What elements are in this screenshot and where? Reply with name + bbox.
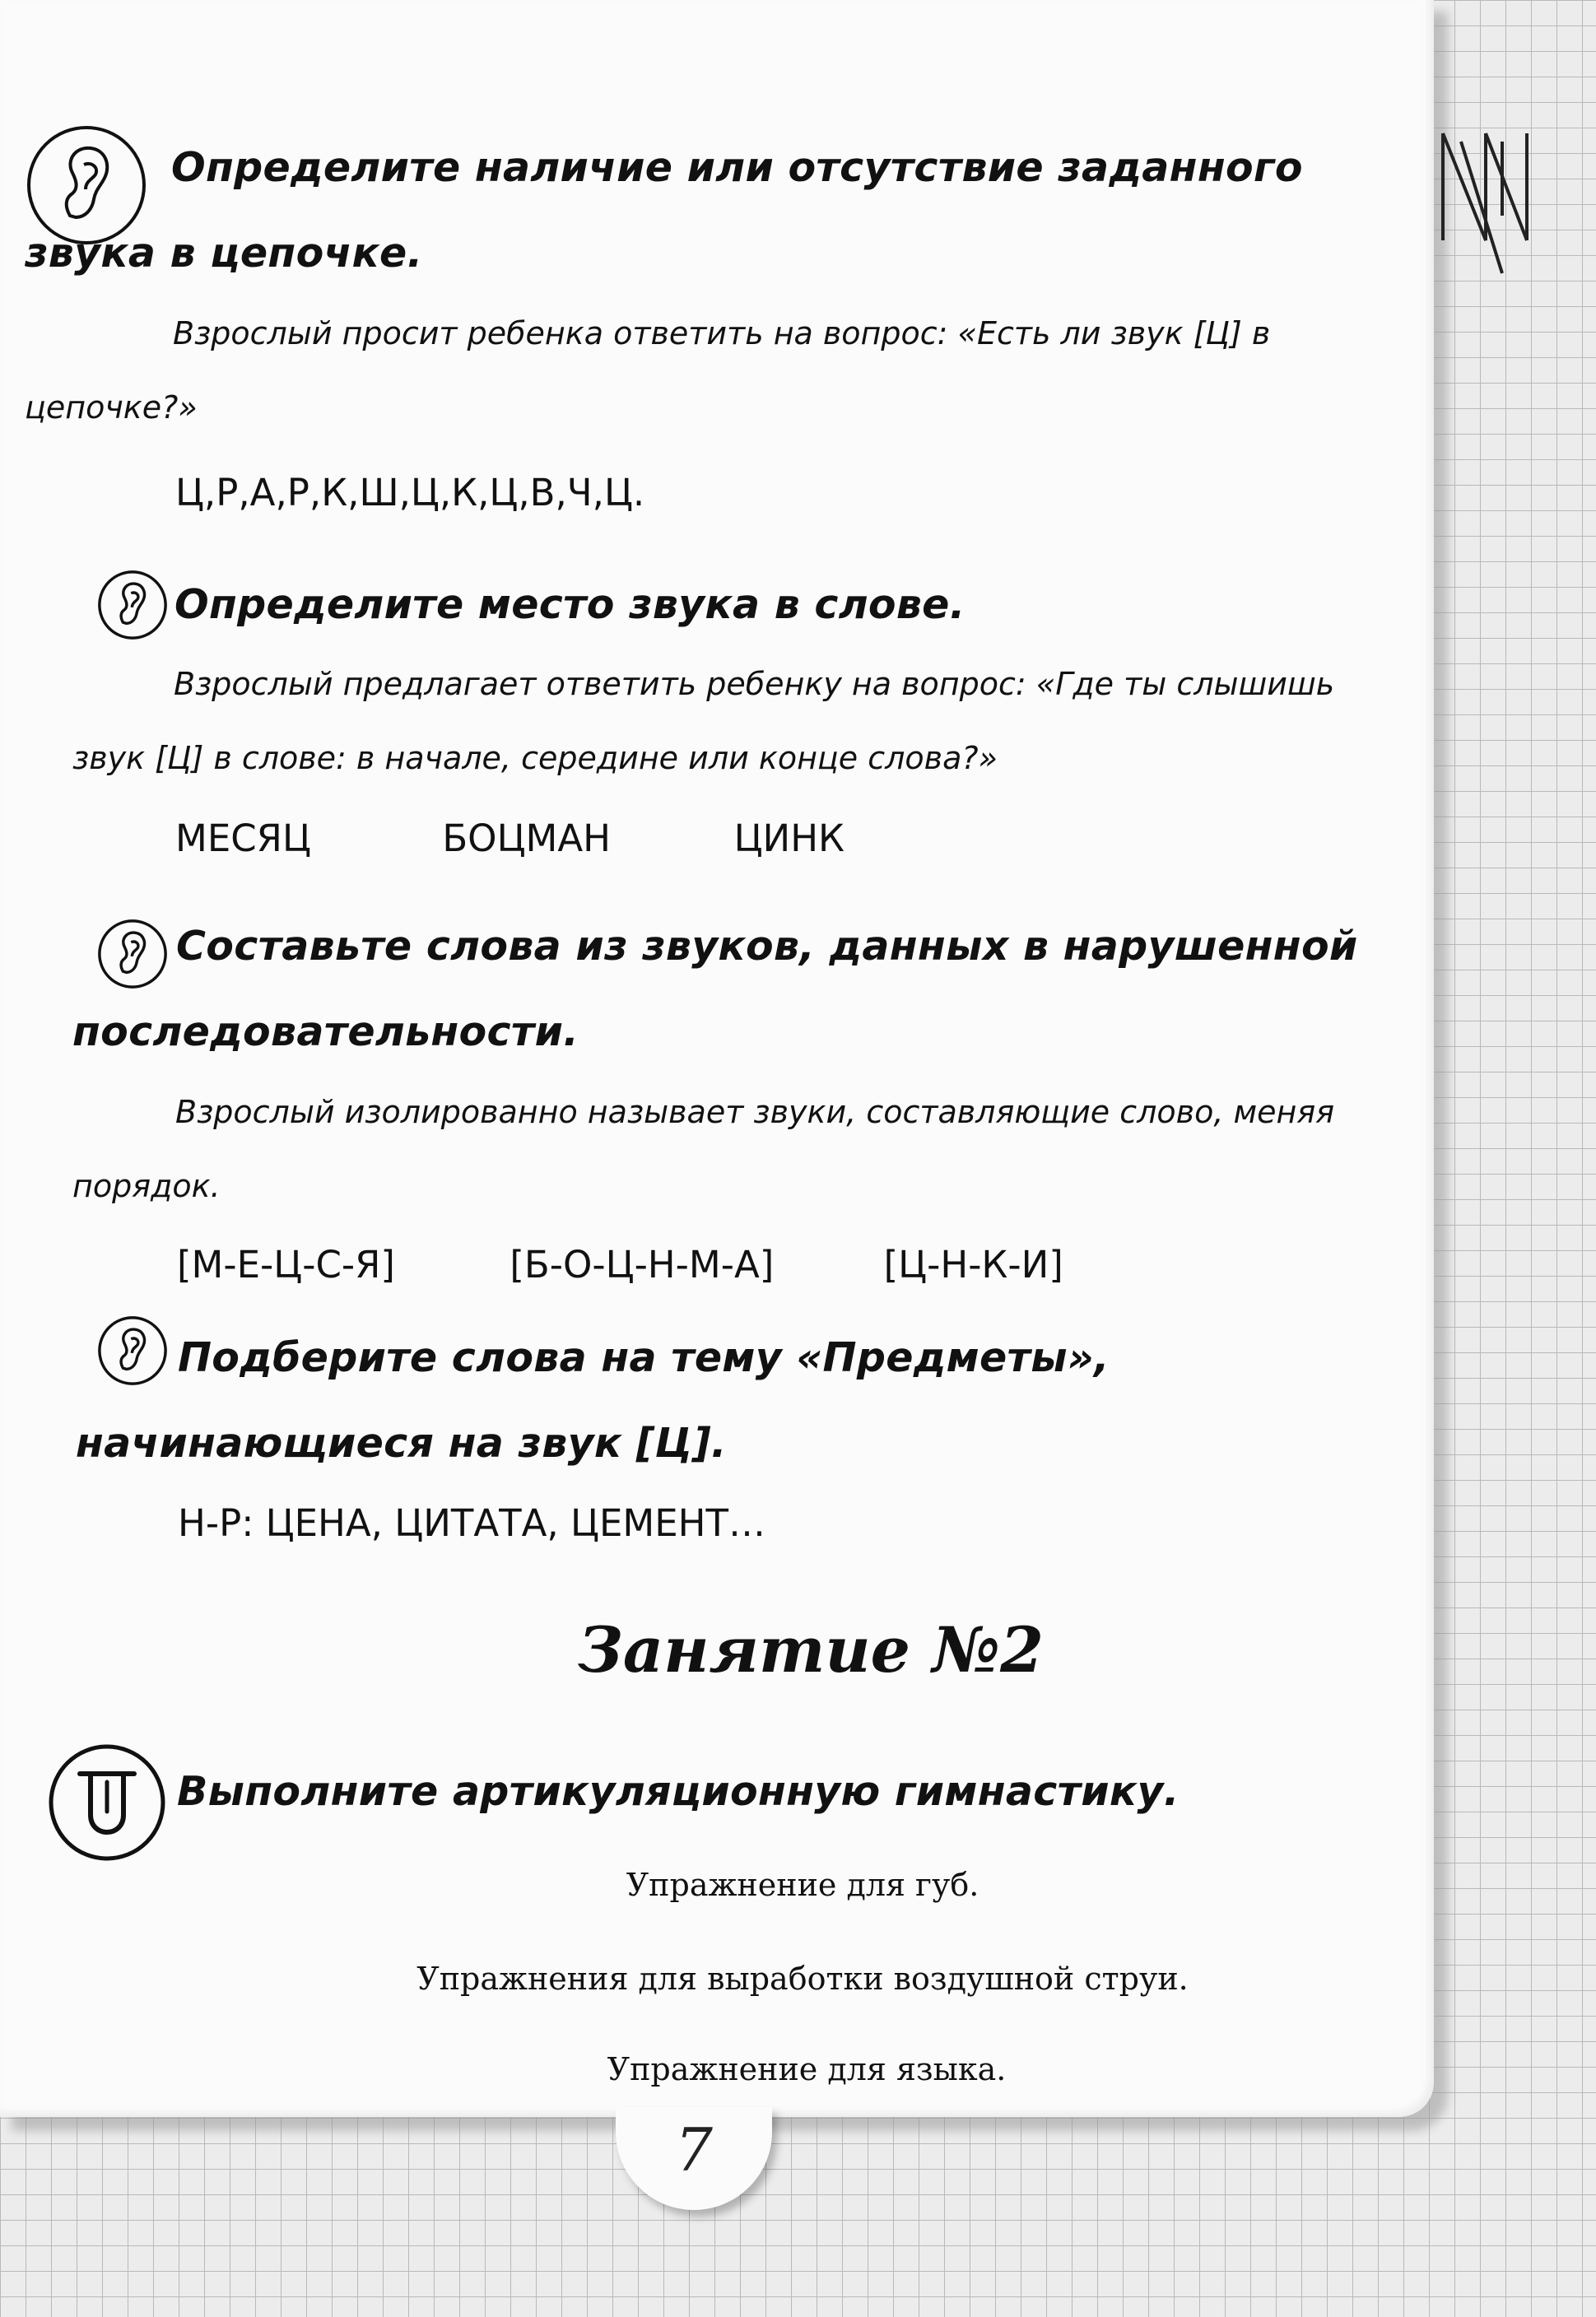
- sound-group-item: [М-Е-Ц-С-Я]: [177, 1243, 395, 1286]
- task-3-instruction: Взрослый изолированно называет звуки, составляющие слово, меняя порядок.: [72, 1094, 1335, 1204]
- task-1-instruction: Взрослый просит ребенка ответить на вопрос: «Есть ли звук [Ц] в цепочке?»: [25, 315, 1271, 426]
- ear-icon: [97, 919, 168, 989]
- sound-group-item: [Ц-Н-К-И]: [883, 1243, 1063, 1286]
- task-3: [74, 904, 1416, 1286]
- task-2-word-list: [175, 817, 1416, 860]
- lesson-line-3: Упражнение для языка.: [607, 2051, 1007, 2087]
- lesson-heading: Выполните артикуляционную гимнастику.: [177, 1768, 1180, 1815]
- ear-icon: [25, 123, 148, 247]
- task-2: [74, 568, 1416, 860]
- page-number: 7: [675, 2115, 713, 2184]
- word-item: ЦИНК: [733, 817, 845, 860]
- task-1-heading: Определите наличие или отсутствие заданного звука в цепочке.: [25, 144, 1303, 277]
- task-2-instruction: Взрослый предлагает ответить ребенку на вопрос: «Где ты слышишь звук [Ц] в слове: в начале, середине или конце слова?»: [72, 666, 1335, 776]
- task-4-heading: Подберите слова на тему «Предметы», начинающиеся на звук [Ц].: [76, 1334, 1110, 1467]
- task-3-heading: Составьте слова из звуков, данных в нарушенной последовательности.: [72, 923, 1358, 1055]
- lesson-heading-row: [45, 1741, 1412, 1856]
- lesson-line-2: Упражнения для выработки воздушной струи.: [416, 1961, 1189, 1997]
- lesson-line-1: Упражнение для губ.: [626, 1867, 979, 1903]
- task-4: [76, 1315, 1442, 1545]
- task-3-sound-groups: [177, 1243, 1416, 1286]
- tongue-icon: [45, 1741, 169, 1864]
- word-item: МЕСЯЦ: [175, 817, 311, 860]
- word-item: БОЦМАН: [442, 817, 611, 860]
- task-4-example-words: Н-Р: ЦЕНА, ЦИТАТА, ЦЕМЕНТ…: [178, 1501, 765, 1545]
- zigzag-decoration-icon: [1436, 117, 1535, 281]
- sound-group-item: [Б-О-Ц-Н-М-А]: [510, 1243, 775, 1286]
- task-1: [25, 123, 1408, 514]
- task-2-heading: Определите место звука в слове.: [174, 581, 966, 628]
- task-1-sound-chain: Ц,Р,А,Р,К,Ш,Ц,К,Ц,В,Ч,Ц.: [175, 471, 645, 514]
- lesson-title: Занятие №2: [578, 1613, 1044, 1687]
- ear-icon: [97, 570, 168, 640]
- ear-icon: [97, 1315, 168, 1386]
